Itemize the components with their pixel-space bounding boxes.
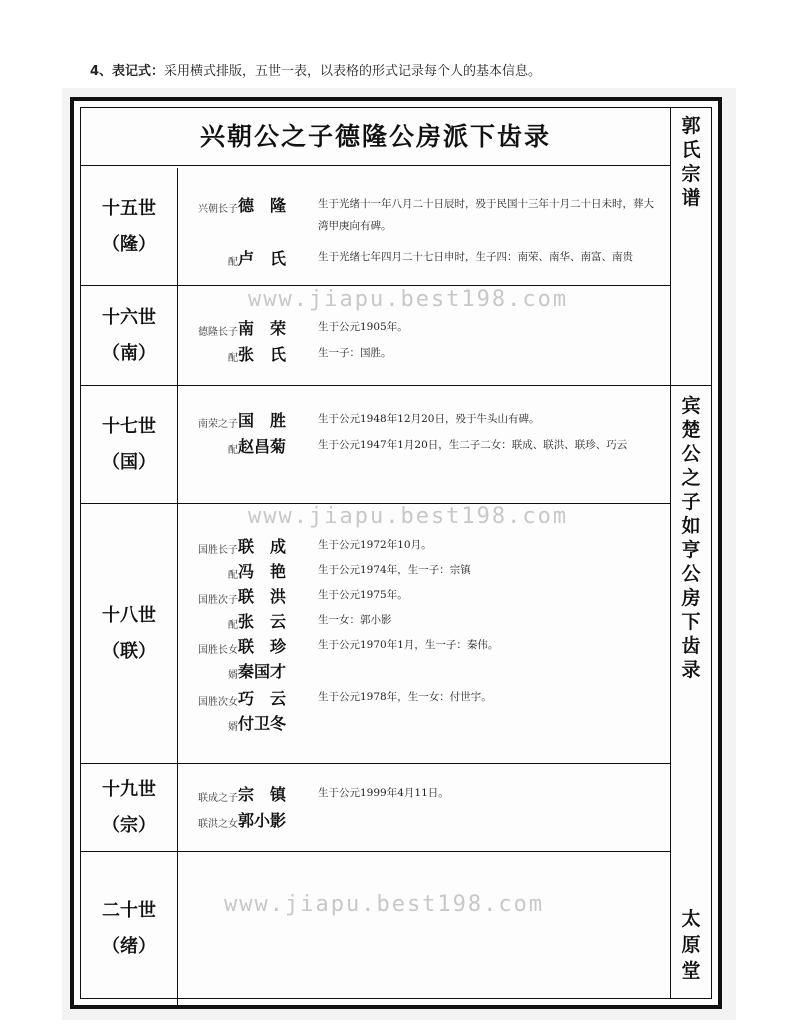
relation: 联洪之女 bbox=[198, 819, 238, 830]
relation: 婿 bbox=[228, 722, 238, 733]
person-note: 生于公元1972年10月。 bbox=[318, 539, 432, 551]
person-entry bbox=[184, 434, 664, 482]
generation-character: （宗） bbox=[102, 814, 156, 836]
vertical-char: 谱 bbox=[681, 187, 701, 209]
generation-number: 十九世 bbox=[102, 778, 156, 800]
generation-character: （南） bbox=[102, 342, 156, 364]
vertical-char: 宗 bbox=[681, 163, 701, 185]
intro-text: 采用横式排版，五世一表，以表格的形式记录每个人的基本信息。 bbox=[164, 64, 542, 79]
generation-row-20 bbox=[81, 852, 670, 1006]
person-note: 生于光绪十一年八月二十日辰时，殁于民国十三年十月二十日未时，葬大湾甲庚向有碑。 bbox=[318, 198, 654, 232]
side-clan-cell bbox=[671, 108, 711, 386]
generation-row-19 bbox=[81, 764, 670, 852]
vertical-char: 录 bbox=[681, 659, 701, 681]
person-note: 生于公元1948年12月20日，殁于牛头山有碑。 bbox=[318, 413, 540, 425]
intro-label: 4、表记式： bbox=[90, 64, 165, 79]
person-name: 巧 云 bbox=[238, 689, 287, 708]
vertical-char: 原 bbox=[681, 934, 701, 956]
generation-label bbox=[81, 504, 178, 763]
person-name: 联 洪 bbox=[238, 587, 287, 606]
relation: 国胜长女 bbox=[198, 645, 238, 656]
generation-entries bbox=[184, 386, 664, 503]
person-note: 生一女：郭小影 bbox=[318, 614, 392, 626]
generation-character: （联） bbox=[102, 640, 156, 662]
vertical-char: 公 bbox=[681, 563, 701, 585]
relation: 国胜次子 bbox=[198, 595, 238, 606]
person-name: 秦国才 bbox=[238, 662, 287, 681]
clan-title bbox=[681, 114, 700, 210]
watermark: www.jiapu.best198.com bbox=[248, 287, 569, 312]
generation-number: 十六世 bbox=[102, 306, 156, 328]
hall-name bbox=[681, 906, 700, 984]
person-note: 生于公元1905年。 bbox=[318, 321, 408, 333]
person-name: 卢 氏 bbox=[238, 249, 287, 268]
person-name: 郭小影 bbox=[238, 811, 287, 830]
vertical-char: 子 bbox=[681, 491, 701, 513]
relation: 兴朝长子 bbox=[198, 204, 238, 215]
person-entry bbox=[184, 609, 664, 633]
person-name: 德 隆 bbox=[238, 196, 287, 215]
person-entry bbox=[184, 584, 664, 608]
relation: 国胜长子 bbox=[198, 545, 238, 556]
relation: 配 bbox=[228, 570, 238, 581]
person-name: 张 氏 bbox=[238, 345, 287, 364]
person-name: 宗 镇 bbox=[238, 785, 287, 804]
person-note: 生于公元1999年4月11日。 bbox=[318, 787, 449, 799]
person-entry bbox=[184, 808, 664, 832]
generation-entries bbox=[184, 168, 664, 285]
person-note: 生一子：国胜。 bbox=[318, 347, 392, 359]
person-name: 国 胜 bbox=[238, 411, 287, 430]
person-note: 生于公元1975年。 bbox=[318, 589, 408, 601]
generation-entries bbox=[184, 764, 664, 851]
vertical-char: 氏 bbox=[681, 139, 701, 161]
generation-row-18 bbox=[81, 504, 670, 764]
relation: 婿 bbox=[228, 670, 238, 681]
relation: 配 bbox=[228, 620, 238, 631]
vertical-char: 之 bbox=[681, 467, 701, 489]
vertical-char: 房 bbox=[681, 587, 701, 609]
vertical-char: 亨 bbox=[681, 539, 701, 561]
relation: 德隆长子 bbox=[198, 327, 238, 338]
relation: 国胜次女 bbox=[198, 697, 238, 708]
generation-number: 十五世 bbox=[102, 197, 156, 219]
person-entry bbox=[184, 782, 664, 806]
generation-number: 十七世 bbox=[102, 415, 156, 437]
generation-entries bbox=[184, 852, 664, 1006]
vertical-char: 齿 bbox=[681, 635, 701, 657]
vertical-char: 堂 bbox=[681, 960, 701, 982]
relation: 联成之子 bbox=[198, 793, 238, 804]
genealogy-table bbox=[81, 108, 671, 998]
relation: 南荣之子 bbox=[198, 419, 238, 430]
person-name: 南 荣 bbox=[238, 319, 287, 338]
side-branch-cell bbox=[671, 386, 711, 1006]
generation-row-17 bbox=[81, 386, 670, 504]
watermark: www.jiapu.best198.com bbox=[248, 504, 569, 529]
genealogy-frame bbox=[70, 97, 722, 1009]
genealogy-inner-border bbox=[80, 107, 712, 999]
person-entry bbox=[184, 686, 664, 710]
relation: 配 bbox=[228, 257, 238, 268]
person-entry bbox=[184, 342, 664, 366]
generation-character: （国） bbox=[102, 451, 156, 473]
person-entry bbox=[184, 316, 664, 340]
person-entry bbox=[184, 246, 664, 270]
generation-entries bbox=[184, 504, 664, 763]
watermark: www.jiapu.best198.com bbox=[224, 892, 545, 917]
generation-number: 二十世 bbox=[102, 900, 156, 921]
vertical-char: 宾 bbox=[681, 395, 701, 417]
generation-label bbox=[81, 286, 178, 385]
side-column bbox=[671, 108, 711, 998]
person-name: 联 成 bbox=[238, 537, 287, 556]
generation-label bbox=[81, 764, 178, 851]
person-note: 生于公元1978年，生一女：付世宇。 bbox=[318, 691, 492, 703]
generation-character: （隆） bbox=[102, 233, 156, 255]
generation-label bbox=[81, 168, 178, 285]
generation-character: （绪） bbox=[102, 936, 156, 957]
person-name: 赵昌菊 bbox=[238, 437, 287, 456]
person-name: 付卫冬 bbox=[238, 714, 287, 733]
generation-label bbox=[81, 852, 178, 1006]
generation-label bbox=[81, 386, 178, 503]
person-entry bbox=[184, 408, 664, 432]
vertical-char: 太 bbox=[681, 908, 701, 930]
person-entry bbox=[184, 711, 664, 735]
person-note: 生于公元1947年1月20日，生二子二女：联成、联洪、联珍、巧云 bbox=[318, 439, 628, 451]
person-entry bbox=[184, 559, 664, 583]
vertical-char: 楚 bbox=[681, 419, 701, 441]
intro-line bbox=[90, 60, 541, 79]
branch-title bbox=[681, 394, 700, 682]
generation-row-15 bbox=[81, 168, 670, 286]
relation: 配 bbox=[228, 445, 238, 456]
person-name: 张 云 bbox=[238, 612, 287, 631]
person-entry bbox=[184, 659, 664, 683]
vertical-char: 下 bbox=[681, 611, 701, 633]
person-name: 联 珍 bbox=[238, 637, 287, 656]
generation-number: 十八世 bbox=[102, 604, 156, 626]
person-note: 生于光绪七年四月二十七日申时，生子四：南荣、南华、南富、南贵 bbox=[318, 251, 633, 263]
person-entry bbox=[184, 193, 664, 241]
person-name: 冯 艳 bbox=[238, 562, 287, 581]
person-note: 生于公元1974年，生一子：宗镇 bbox=[318, 564, 471, 576]
vertical-char: 如 bbox=[681, 515, 701, 537]
relation: 配 bbox=[228, 353, 238, 364]
person-entry bbox=[184, 534, 664, 558]
person-entry bbox=[184, 634, 664, 658]
vertical-char: 公 bbox=[681, 443, 701, 465]
table-title: 兴朝公之子德隆公房派下齿录 bbox=[81, 108, 670, 166]
person-note: 生于公元1970年1月，生一子：秦伟。 bbox=[318, 639, 499, 651]
vertical-char: 郭 bbox=[681, 115, 701, 137]
